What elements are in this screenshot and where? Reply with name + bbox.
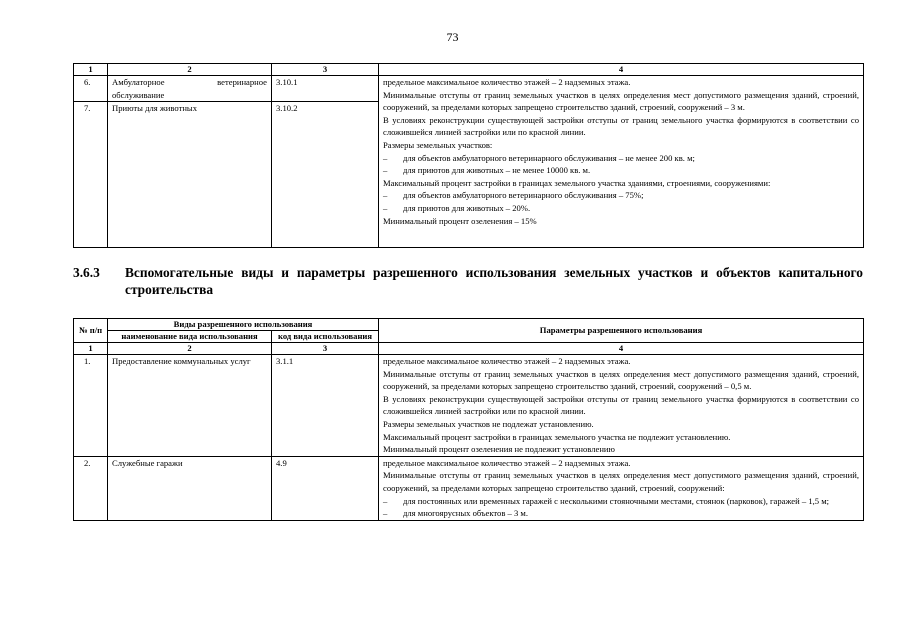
parameter-paragraph: Максимальный процент застройки в границах земельного участка не подлежит установлению. xyxy=(383,431,731,442)
dash-item-text: для объектов амбулаторного ветеринарного обслуживания – не менее 200 кв. м; xyxy=(403,152,695,163)
use-type-name: Служебные гаражи xyxy=(108,456,272,520)
dash-item-text: для постоянных или временных гаражей с несколькими стояночными местами, стоянок (парковок), гаражей – 1,5 м; xyxy=(403,495,830,506)
land-use-table-continued xyxy=(73,63,864,248)
parameter-paragraph: Минимальные отступы от границ земельных участков в целях определения мест допустимого размещения зданий, строений, сооружений, за пределами которых запрещено строительство зданий, строений, сооружений – 3 м. xyxy=(383,89,859,113)
use-type-name: Приюты для животных xyxy=(108,102,272,248)
use-parameters xyxy=(379,355,864,457)
dash-item-text: для объектов амбулаторного ветеринарного обслуживания – 75%; xyxy=(403,190,644,201)
row-number: 6. xyxy=(74,76,108,102)
parameter-paragraph: предельное максимальное количество этажей – 2 надземных этажа. xyxy=(383,457,631,468)
page-number: 73 xyxy=(446,30,459,44)
dash-list-item xyxy=(383,152,859,165)
use-type-code: 3.10.1 xyxy=(272,76,379,102)
section-title: Вспомогательные виды и параметры разрешенного использования земельных участков и объектов капитального строительства xyxy=(125,265,863,297)
col-number: 2 xyxy=(108,343,272,355)
header-row xyxy=(74,319,864,331)
parameter-paragraph: Минимальные отступы от границ земельных участков в целях определения мест допустимого размещения зданий, строений, сооружений, за пределами которых запрещено строительство зданий, строений, сооружений: xyxy=(383,470,860,493)
parameter-paragraph: Минимальные отступы от границ земельных участков в целях определения мест допустимого размещения зданий, строений, сооружений, за пределами которых запрещено строительство зданий, строений, сооружений – 0,5 м. xyxy=(383,368,860,392)
header-number: № п/п xyxy=(74,319,108,343)
dash-list-item xyxy=(383,164,859,177)
use-parameters xyxy=(379,456,864,520)
col-number: 4 xyxy=(379,343,864,355)
parameter-paragraph: В условиях реконструкции существующей застройки отступы от границ земельного участка формируются в соответствии со сложившейся линией застройки или по красной линии. xyxy=(383,114,859,138)
col-number: 1 xyxy=(74,343,108,355)
header-use-types: Виды разрешенного использования xyxy=(108,319,379,331)
row-number: 1. xyxy=(74,355,108,457)
col-number: 3 xyxy=(272,343,379,355)
use-type-code: 3.10.2 xyxy=(272,102,379,248)
col-number: 1 xyxy=(74,64,108,76)
header-use-name: наименование вида использования xyxy=(108,331,272,343)
dash-bullet: – xyxy=(383,165,388,176)
table-row xyxy=(74,76,864,102)
parameter-paragraph: предельное максимальное количество этажей – 2 надземных этажа. xyxy=(383,77,631,87)
dash-bullet: – xyxy=(383,495,388,506)
parameter-paragraph: Размеры земельных участков: xyxy=(383,139,493,150)
table-row xyxy=(74,355,864,457)
use-type-code: 4.9 xyxy=(272,456,379,520)
dash-list-item xyxy=(383,189,859,202)
header-parameters: Параметры разрешенного использования xyxy=(379,319,864,343)
dash-item-text: для приютов для животных – 20%. xyxy=(403,202,531,213)
parameter-paragraph: Размеры земельных участков не подлежат установлению. xyxy=(383,418,594,429)
section-number: 3.6.3 xyxy=(73,265,100,280)
use-type-name: Амбулаторное ветеринарное обслуживание xyxy=(108,76,272,102)
dash-list-item xyxy=(383,495,859,508)
use-type-name: Предоставление коммунальных услуг xyxy=(108,355,272,457)
dash-item-text: для многоярусных объектов – 3 м. xyxy=(403,508,529,519)
dash-item-text: для приютов для животных – не менее 10000 кв. м. xyxy=(403,165,591,176)
row-number: 2. xyxy=(74,456,108,520)
col-number: 4 xyxy=(379,64,864,76)
row-number: 7. xyxy=(74,102,108,248)
parameter-paragraph: Минимальный процент озеленения не подлежит установлению xyxy=(383,444,615,455)
col-number: 3 xyxy=(272,64,379,76)
header-use-code: код вида использования xyxy=(272,331,379,343)
column-number-row xyxy=(74,64,864,76)
use-parameters xyxy=(379,76,864,248)
dash-bullet: – xyxy=(383,152,388,163)
dash-bullet: – xyxy=(383,190,388,201)
parameter-paragraph: Минимальный процент озеленения – 15% xyxy=(383,215,537,226)
parameter-paragraph: Максимальный процент застройки в границах земельного участка зданиями, строениями, сооружениями: xyxy=(383,177,771,188)
dash-bullet: – xyxy=(383,508,388,519)
column-number-row xyxy=(74,343,864,355)
dash-list-item xyxy=(383,202,859,215)
auxiliary-use-table xyxy=(73,318,864,521)
dash-list-item xyxy=(383,507,859,520)
use-type-code: 3.1.1 xyxy=(272,355,379,457)
parameter-paragraph: В условиях реконструкции существующей застройки отступы от границ земельного участка формируются в соответствии со сложившейся линией застройки или по красной линии. xyxy=(383,393,860,417)
table-row xyxy=(74,456,864,520)
col-number: 2 xyxy=(108,64,272,76)
dash-bullet: – xyxy=(383,202,388,213)
section-heading xyxy=(73,264,863,298)
parameter-paragraph: предельное максимальное количество этажей – 2 надземных этажа. xyxy=(383,356,631,366)
